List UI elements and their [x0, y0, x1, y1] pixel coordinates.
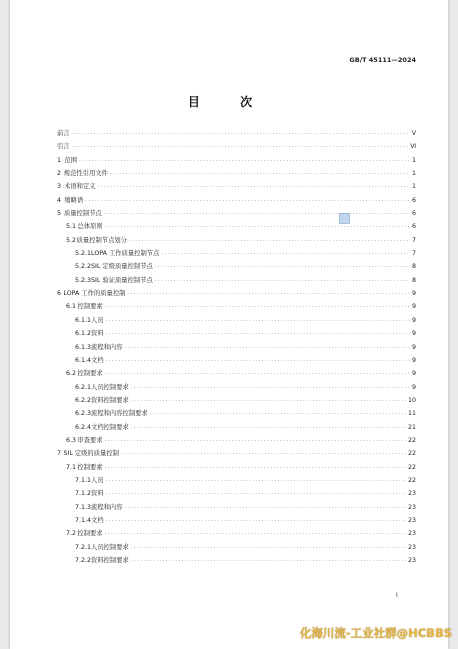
toc-entry-page: 23 — [407, 503, 416, 511]
toc-entry-page: 22 — [407, 463, 416, 471]
toc-entry-page: 9 — [411, 356, 416, 364]
toc-entry-number: 7.2 — [66, 530, 77, 538]
toc-leader-dots — [110, 171, 410, 177]
toc-entry-page: 23 — [407, 543, 416, 551]
toc-entry-page: 6 — [411, 196, 416, 204]
toc-entry-label: 审查要求 — [77, 436, 103, 444]
toc-entry-number: 4 — [57, 196, 62, 204]
toc-entry-page: Ⅴ — [411, 130, 416, 137]
toc-entry-number: 5.1 — [66, 223, 77, 231]
toc-entry[interactable] — [57, 328, 416, 341]
toc-entry-number: 6 — [57, 290, 62, 298]
toc-entry-page: 23 — [407, 490, 416, 498]
toc-entry-number: 6.1.2 — [75, 330, 92, 338]
toc-entry-number: 5.2.3 — [75, 276, 92, 284]
toc-leader-dots — [105, 304, 410, 310]
toc-entry-label: 控制要求 — [77, 530, 103, 538]
toc-entry[interactable] — [57, 368, 416, 381]
toc-entry-page: Ⅵ — [410, 143, 416, 151]
toc-entry-label: 文档 — [91, 356, 104, 364]
toc-entry-page: 6 — [411, 223, 416, 231]
toc-leader-dots — [106, 358, 410, 364]
toc-leader-dots — [155, 278, 410, 284]
toc-entry-page: 1 — [411, 170, 416, 178]
toc-entry-page: 9 — [411, 290, 416, 298]
toc-leader-dots — [129, 238, 410, 244]
toc-entry-number: 7.2.2 — [75, 557, 92, 564]
toc-entry[interactable] — [57, 235, 416, 248]
toc-entry[interactable] — [57, 342, 416, 355]
toc-entry-label: LOPA 工作质量控制节点 — [91, 250, 160, 258]
toc-entry[interactable] — [57, 168, 416, 181]
toc-entry[interactable] — [57, 261, 416, 274]
toc-leader-dots — [105, 465, 406, 471]
toc-entry-label: 文档控制要求 — [91, 423, 129, 431]
scroll-marker-icon[interactable] — [339, 213, 350, 224]
toc-entry-number: 6.3 — [66, 436, 77, 444]
toc-leader-dots — [98, 184, 410, 190]
toc-leader-dots — [106, 331, 410, 337]
toc-leader-dots — [106, 318, 410, 324]
toc-entry-number: 7.1 — [66, 463, 77, 471]
toc-leader-dots — [131, 398, 406, 404]
toc-entry-label: 资料 — [91, 490, 104, 498]
toc-leader-dots — [131, 425, 406, 431]
toc-entry-page: 22 — [407, 436, 416, 444]
toc-leader-dots — [125, 505, 406, 511]
toc-entry-number: 5.2.1 — [75, 250, 92, 258]
toc-entry-page: 23 — [407, 530, 416, 538]
toc-entry[interactable] — [57, 528, 416, 541]
toc-entry-page: 9 — [411, 316, 416, 324]
toc-entry-number: 7.1.2 — [75, 490, 92, 498]
toc-leader-dots — [131, 545, 406, 551]
toc-entry-number: 3 — [57, 183, 62, 191]
toc-entry[interactable] — [57, 475, 416, 488]
toc-leader-dots — [105, 531, 406, 537]
toc-entry[interactable] — [57, 355, 416, 368]
toc-entry-number: 6.2 — [66, 370, 77, 378]
toc-leader-dots — [131, 558, 406, 564]
toc-entry-page: 22 — [407, 476, 416, 484]
page-number: Ⅰ — [396, 592, 398, 599]
toc-leader-dots — [155, 264, 410, 270]
toc-entry-number: 7.2.1 — [75, 543, 92, 551]
toc-entry[interactable] — [57, 542, 416, 555]
toc-entry-number: 7.1.1 — [75, 476, 92, 484]
toc-leader-dots — [106, 478, 406, 484]
toc-leader-dots — [121, 451, 406, 457]
toc-entry-label: SIL 定级的质量控制 — [63, 450, 119, 458]
toc-entry-number: 1 — [57, 156, 62, 164]
toc-leader-dots — [104, 211, 410, 217]
toc-entry-page: 1 — [411, 156, 416, 164]
table-of-contents — [57, 128, 416, 568]
toc-leader-dots — [85, 198, 410, 204]
toc-entry-page: 8 — [411, 263, 416, 271]
watermark: 化海川流-工业社群@HCBBS — [299, 626, 452, 640]
toc-leader-dots — [161, 251, 410, 257]
toc-entry-label: SIL 定级质量控制节点 — [91, 263, 153, 271]
toc-entry[interactable] — [57, 315, 416, 328]
toc-leader-dots — [106, 518, 406, 524]
toc-entry-number: 6.2.3 — [75, 410, 92, 418]
toc-leader-dots — [105, 438, 406, 444]
toc-entry-label: 资料控制要求 — [91, 557, 129, 564]
toc-entry-page: 10 — [407, 396, 416, 404]
toc-entry-page: 11 — [407, 410, 416, 418]
toc-entry[interactable] — [57, 462, 416, 475]
toc-entry-page: 9 — [411, 343, 416, 351]
toc-entry-page: 9 — [411, 370, 416, 378]
toc-entry-number: 6.1.1 — [75, 316, 92, 324]
toc-entry-number: 6.2.4 — [75, 423, 92, 431]
toc-entry-number: 6.2.2 — [75, 396, 92, 404]
toc-entry-label: SIL 验证质量控制节点 — [91, 276, 153, 284]
toc-entry[interactable] — [57, 301, 416, 314]
toc-leader-dots — [79, 158, 410, 164]
toc-entry-page: 7 — [411, 250, 416, 258]
toc-entry-label: 质量控制节点划分 — [76, 236, 127, 244]
toc-entry[interactable] — [57, 128, 416, 141]
toc-entry[interactable] — [57, 382, 416, 395]
toc-title: 目 次 — [187, 95, 271, 109]
toc-entry[interactable] — [57, 515, 416, 528]
document-page — [10, 0, 448, 649]
toc-leader-dots — [72, 131, 410, 137]
toc-entry-label: 控制要求 — [77, 370, 103, 378]
toc-entry-number: 6.1.4 — [75, 356, 92, 364]
toc-entry-label: 控制要素 — [77, 303, 103, 311]
toc-entry-label: 文档 — [91, 516, 104, 524]
toc-entry[interactable] — [57, 408, 416, 421]
toc-leader-dots — [72, 144, 409, 150]
toc-entry-page: 1 — [411, 183, 416, 191]
toc-entry[interactable] — [57, 141, 416, 154]
toc-entry-number: 6.1 — [66, 303, 77, 311]
toc-entry-label: 术语和定义 — [64, 183, 96, 191]
toc-leader-dots — [131, 385, 410, 391]
toc-entry[interactable] — [57, 275, 416, 288]
toc-entry-number: 5.2.2 — [75, 263, 92, 271]
toc-entry-label: 引言 — [57, 143, 70, 151]
toc-entry[interactable] — [57, 395, 416, 408]
toc-entry-label: 流程和内容控制要求 — [91, 410, 148, 418]
toc-entry-number: 5.2 — [66, 236, 77, 244]
toc-entry-label: 流程和内容 — [91, 503, 123, 511]
toc-entry[interactable] — [57, 248, 416, 261]
toc-entry[interactable] — [57, 288, 416, 301]
toc-entry[interactable] — [57, 555, 416, 568]
toc-entry-label: 人员控制要求 — [91, 383, 129, 391]
toc-entry-label: 规范性引用文件 — [63, 170, 108, 178]
toc-entry-number: 7.1.4 — [75, 516, 92, 524]
toc-entry-page: 23 — [407, 516, 416, 524]
toc-entry-page: 9 — [411, 383, 416, 391]
toc-leader-dots — [105, 224, 410, 230]
toc-entry-page: 8 — [411, 276, 416, 284]
toc-entry-number: 7 — [57, 450, 62, 458]
toc-entry-label: 人员 — [91, 476, 104, 484]
toc-leader-dots — [106, 491, 406, 497]
toc-entry-number: 6.2.1 — [75, 383, 92, 391]
toc-entry[interactable] — [57, 435, 416, 448]
toc-entry-page: 23 — [407, 557, 416, 564]
toc-entry-label: 总体原则 — [77, 223, 103, 231]
toc-entry-label: 人员控制要求 — [91, 543, 129, 551]
toc-entry-label: 资料控制要求 — [91, 396, 129, 404]
toc-entry[interactable] — [57, 221, 416, 234]
toc-entry-page: 7 — [411, 236, 416, 244]
toc-entry-label: 范围 — [64, 156, 78, 164]
toc-entry-page: 9 — [411, 303, 416, 311]
toc-entry-number: 7.1.3 — [75, 503, 92, 511]
toc-entry-label: LOPA 工作的质量控制 — [63, 290, 126, 298]
toc-entry-label: 资料 — [91, 330, 104, 338]
toc-entry-label: 流程和内容 — [91, 343, 123, 351]
toc-leader-dots — [127, 291, 410, 297]
toc-entry-page: 6 — [411, 210, 416, 218]
toc-entry-label: 缩略语 — [64, 196, 84, 204]
toc-entry-number: 5 — [57, 210, 62, 218]
toc-entry[interactable] — [57, 208, 416, 221]
toc-entry-number: 2 — [57, 170, 62, 178]
toc-leader-dots — [150, 411, 406, 417]
toc-entry-label: 人员 — [91, 316, 104, 324]
toc-leader-dots — [105, 371, 410, 377]
toc-entry[interactable] — [57, 488, 416, 501]
toc-entry[interactable] — [57, 422, 416, 435]
toc-entry-page: 9 — [411, 330, 416, 338]
toc-entry-label: 质量控制节点 — [63, 210, 102, 218]
toc-entry[interactable] — [57, 155, 416, 168]
toc-entry[interactable] — [57, 181, 416, 194]
toc-entry-page: 21 — [407, 423, 416, 431]
toc-entry-number: 6.1.3 — [75, 343, 92, 351]
toc-entry-label: 控制要素 — [77, 463, 103, 471]
toc-entry-page: 22 — [407, 450, 416, 458]
toc-entry-label: 前言 — [57, 130, 70, 137]
toc-leader-dots — [125, 345, 410, 351]
toc-entry[interactable] — [57, 448, 416, 461]
standard-code: GB/T 45111—2024 — [349, 56, 416, 64]
toc-entry[interactable] — [57, 502, 416, 515]
toc-entry[interactable] — [57, 195, 416, 208]
